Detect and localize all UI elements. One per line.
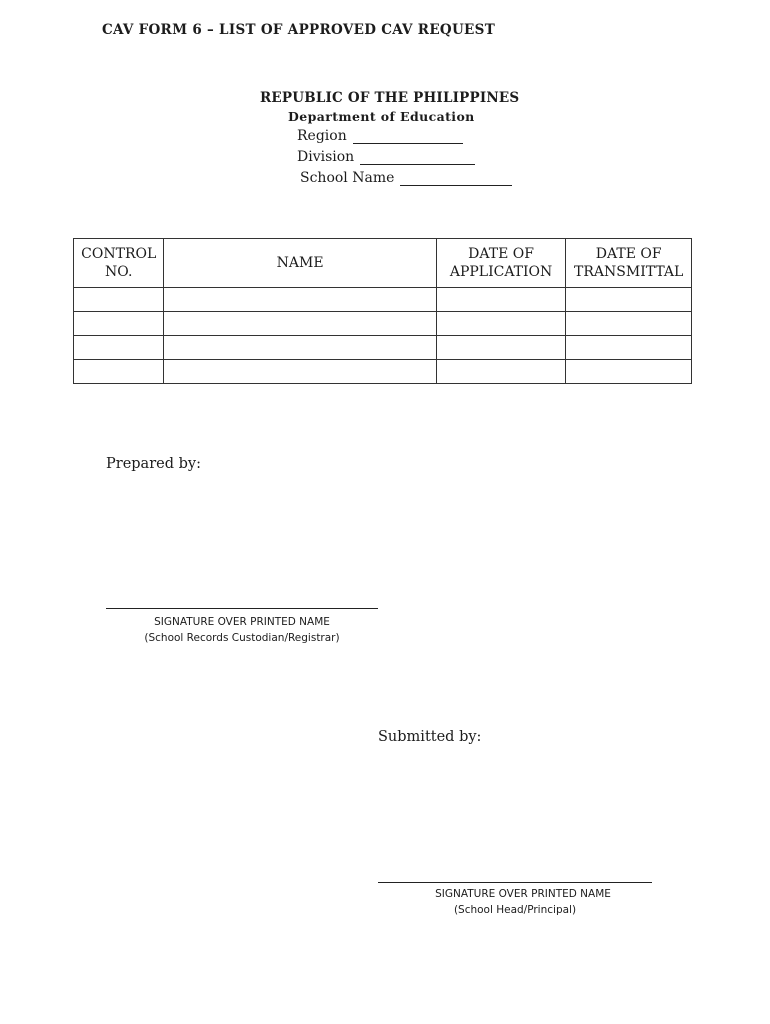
cell-name[interactable] xyxy=(164,288,436,312)
republic-heading: REPUBLIC OF THE PHILIPPINES xyxy=(260,90,520,106)
column-header-control-no xyxy=(74,239,164,288)
cell-date-of-application[interactable] xyxy=(436,336,566,360)
signatory-role: (School Records Custodian/Registrar) xyxy=(144,632,340,644)
submitted-signature-caption xyxy=(378,886,668,918)
cell-date-of-transmittal[interactable] xyxy=(566,312,692,336)
division-field[interactable] xyxy=(297,149,475,165)
column-header-line: DATE OF xyxy=(595,246,662,262)
school-name-blank[interactable] xyxy=(400,173,512,186)
column-header-line: NO. xyxy=(105,264,133,280)
signature-caption-text: SIGNATURE OVER PRINTED NAME xyxy=(435,888,611,900)
table-header-row xyxy=(74,239,692,288)
department-heading: Department of Education xyxy=(288,109,475,124)
column-header-date-of-application xyxy=(436,239,566,288)
table-row xyxy=(74,288,692,312)
signature-caption-text: SIGNATURE OVER PRINTED NAME xyxy=(154,616,330,628)
form-title: CAV FORM 6 – LIST OF APPROVED CAV REQUEST xyxy=(102,22,496,38)
prepared-signature-line[interactable] xyxy=(106,608,378,609)
school-name-field[interactable] xyxy=(300,170,512,186)
table-row xyxy=(74,360,692,384)
region-blank[interactable] xyxy=(353,131,463,144)
column-header-name xyxy=(164,239,436,288)
cell-control-no[interactable] xyxy=(74,288,164,312)
region-label: Region xyxy=(297,128,347,144)
column-header-date-of-transmittal xyxy=(566,239,692,288)
cell-control-no[interactable] xyxy=(74,312,164,336)
signatory-role: (School Head/Principal) xyxy=(453,904,577,916)
cell-date-of-application[interactable] xyxy=(436,288,566,312)
prepared-signature-caption xyxy=(106,614,378,646)
cell-name[interactable] xyxy=(164,312,436,336)
submitted-by-label: Submitted by: xyxy=(378,729,482,745)
cell-date-of-application[interactable] xyxy=(436,360,566,384)
cell-date-of-transmittal[interactable] xyxy=(566,336,692,360)
column-header-line: DATE OF xyxy=(468,246,534,262)
column-header-line: TRANSMITTAL xyxy=(574,264,684,280)
table-row xyxy=(74,336,692,360)
submitted-signature-line[interactable] xyxy=(378,882,652,883)
column-header-line: APPLICATION xyxy=(449,264,553,280)
school-name-label: School Name xyxy=(300,170,395,186)
cell-date-of-transmittal[interactable] xyxy=(566,360,692,384)
cell-name[interactable] xyxy=(164,336,436,360)
cell-name[interactable] xyxy=(164,360,436,384)
division-blank[interactable] xyxy=(360,152,475,165)
table-row xyxy=(74,312,692,336)
cell-date-of-transmittal[interactable] xyxy=(566,288,692,312)
division-label: Division xyxy=(297,149,355,165)
cav-request-table xyxy=(73,238,692,384)
cell-control-no[interactable] xyxy=(74,360,164,384)
column-header-line: NAME xyxy=(276,255,324,271)
cell-date-of-application[interactable] xyxy=(436,312,566,336)
prepared-by-label: Prepared by: xyxy=(106,456,201,472)
region-field[interactable] xyxy=(297,128,463,144)
cell-control-no[interactable] xyxy=(74,336,164,360)
column-header-line: CONTROL xyxy=(81,246,157,262)
